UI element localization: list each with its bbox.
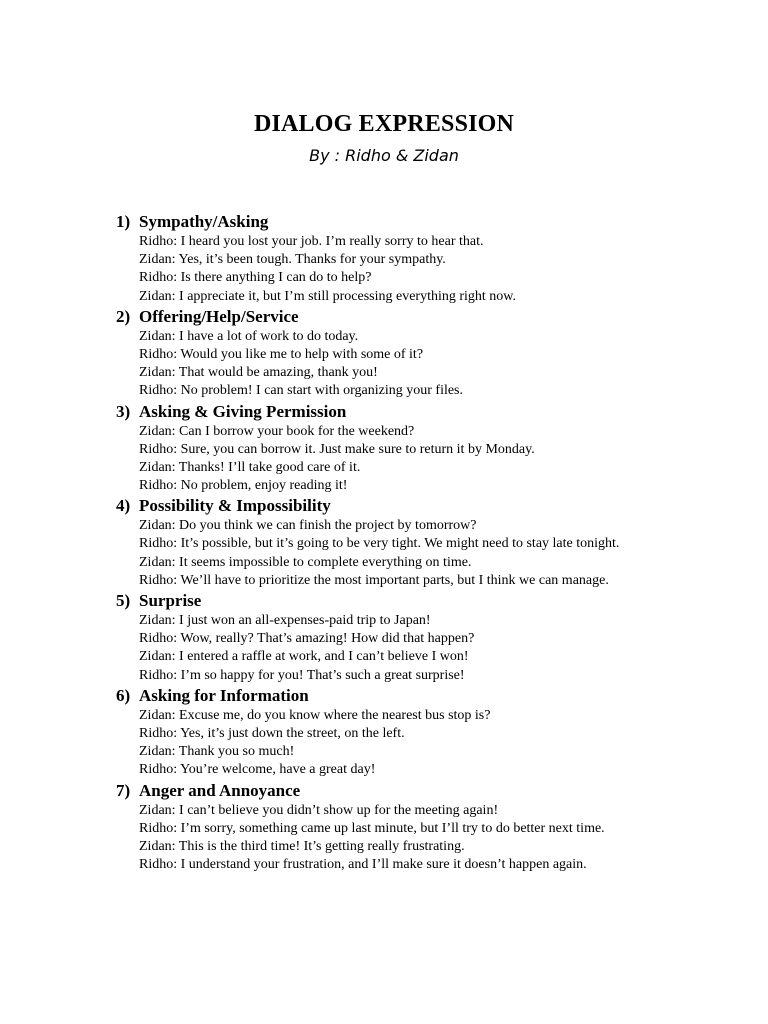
dialog-line: Ridho: I understand your frustration, and I’ll make sure it doesn’t happen again. <box>139 857 587 873</box>
dialog-line: Zidan: I have a lot of work to do today. <box>139 328 359 344</box>
dialog-line: Zidan: I can’t believe you didn’t show up for the meeting again! <box>139 802 499 818</box>
section-number: 2) <box>116 306 131 326</box>
section-heading <box>0 590 768 612</box>
dialog-line: Ridho: Sure, you can borrow it. Just make sure to return it by Monday. <box>139 441 535 457</box>
dialog-section <box>0 780 768 875</box>
dialog-line: Ridho: No problem, enjoy reading it! <box>139 478 348 494</box>
dialog-line: Ridho: We’ll have to prioritize the most important parts, but I think we can manage. <box>139 572 609 588</box>
dialog-line: Ridho: Would you like me to help with some of it? <box>139 346 424 362</box>
dialog-line: Zidan: Thank you so much! <box>139 744 295 760</box>
dialog-line: Zidan: I just won an all-expenses-paid trip to Japan! <box>139 613 431 628</box>
dialog-line: Ridho: Yes, it’s just down the street, on the left. <box>139 725 405 741</box>
dialog-line: Ridho: I’m sorry, something came up last minute, but I’ll try to do better next time. <box>139 820 605 836</box>
dialog-line: Zidan: Do you think we can finish the project by tomorrow? <box>139 518 477 534</box>
section-title: Surprise <box>139 591 202 610</box>
dialog-sections <box>0 211 768 874</box>
dialog-section <box>0 590 768 685</box>
dialog-section <box>0 211 768 306</box>
section-title: Anger and Annoyance <box>139 780 301 800</box>
section-heading <box>0 780 768 802</box>
section-title: Offering/Help/Service <box>139 306 299 326</box>
dialog-line: Zidan: Can I borrow your book for the weekend? <box>139 423 415 439</box>
section-number: 3) <box>116 401 131 421</box>
section-heading <box>0 495 768 517</box>
section-number: 7) <box>116 780 131 800</box>
section-heading <box>0 211 768 233</box>
section-title: Asking for Information <box>139 685 309 705</box>
dialog-line: Ridho: No problem! I can start with organizing your files. <box>139 383 464 399</box>
section-number: 1) <box>116 212 131 231</box>
dialog-line: Zidan: It seems impossible to complete everything on time. <box>139 554 472 570</box>
dialog-lines <box>0 233 768 306</box>
dialog-line: Ridho: Wow, really? That’s amazing! How did that happen? <box>139 631 475 647</box>
dialog-line: Ridho: I heard you lost your job. I’m really sorry to hear that. <box>139 234 484 249</box>
section-heading <box>0 685 768 707</box>
dialog-lines <box>0 707 768 780</box>
dialog-lines <box>0 517 768 590</box>
dialog-line: Zidan: I entered a raffle at work, and I can’t believe I won! <box>139 649 469 665</box>
section-title: Possibility & Impossibility <box>139 496 331 516</box>
dialog-section <box>0 685 768 780</box>
document-subtitle: By : Ridho & Zidan <box>309 146 459 165</box>
dialog-lines <box>0 328 768 401</box>
section-heading <box>0 306 768 328</box>
dialog-section <box>0 495 768 590</box>
dialog-section <box>0 306 768 401</box>
dialog-line: Zidan: Yes, it’s been tough. Thanks for your sympathy. <box>139 252 446 268</box>
section-number: 4) <box>116 496 131 516</box>
dialog-lines <box>0 612 768 685</box>
dialog-lines <box>0 802 768 875</box>
dialog-line: Ridho: It’s possible, but it’s going to be very tight. We might need to stay late tonight. <box>139 536 620 552</box>
dialog-line: Zidan: I appreciate it, but I’m still processing everything right now. <box>139 288 516 304</box>
dialog-line: Zidan: This is the third time! It’s getting really frustrating. <box>139 838 465 854</box>
section-title: Asking & Giving Permission <box>139 401 347 421</box>
dialog-line: Ridho: You’re welcome, have a great day! <box>139 762 376 778</box>
dialog-section <box>0 401 768 496</box>
dialog-line: Ridho: Is there anything I can do to help? <box>139 270 372 286</box>
section-number: 6) <box>116 685 131 705</box>
dialog-line: Zidan: That would be amazing, thank you! <box>139 365 378 381</box>
dialog-line: Zidan: Excuse me, do you know where the nearest bus stop is? <box>139 707 491 723</box>
dialog-lines <box>0 423 768 496</box>
dialog-line: Ridho: I’m so happy for you! That’s such a great surprise! <box>139 667 465 683</box>
document-title: DIALOG EXPRESSION <box>253 111 515 137</box>
section-heading <box>0 401 768 423</box>
section-title: Sympathy/Asking <box>139 212 269 231</box>
section-number: 5) <box>116 591 131 610</box>
dialog-line: Zidan: Thanks! I’ll take good care of it. <box>139 459 361 475</box>
